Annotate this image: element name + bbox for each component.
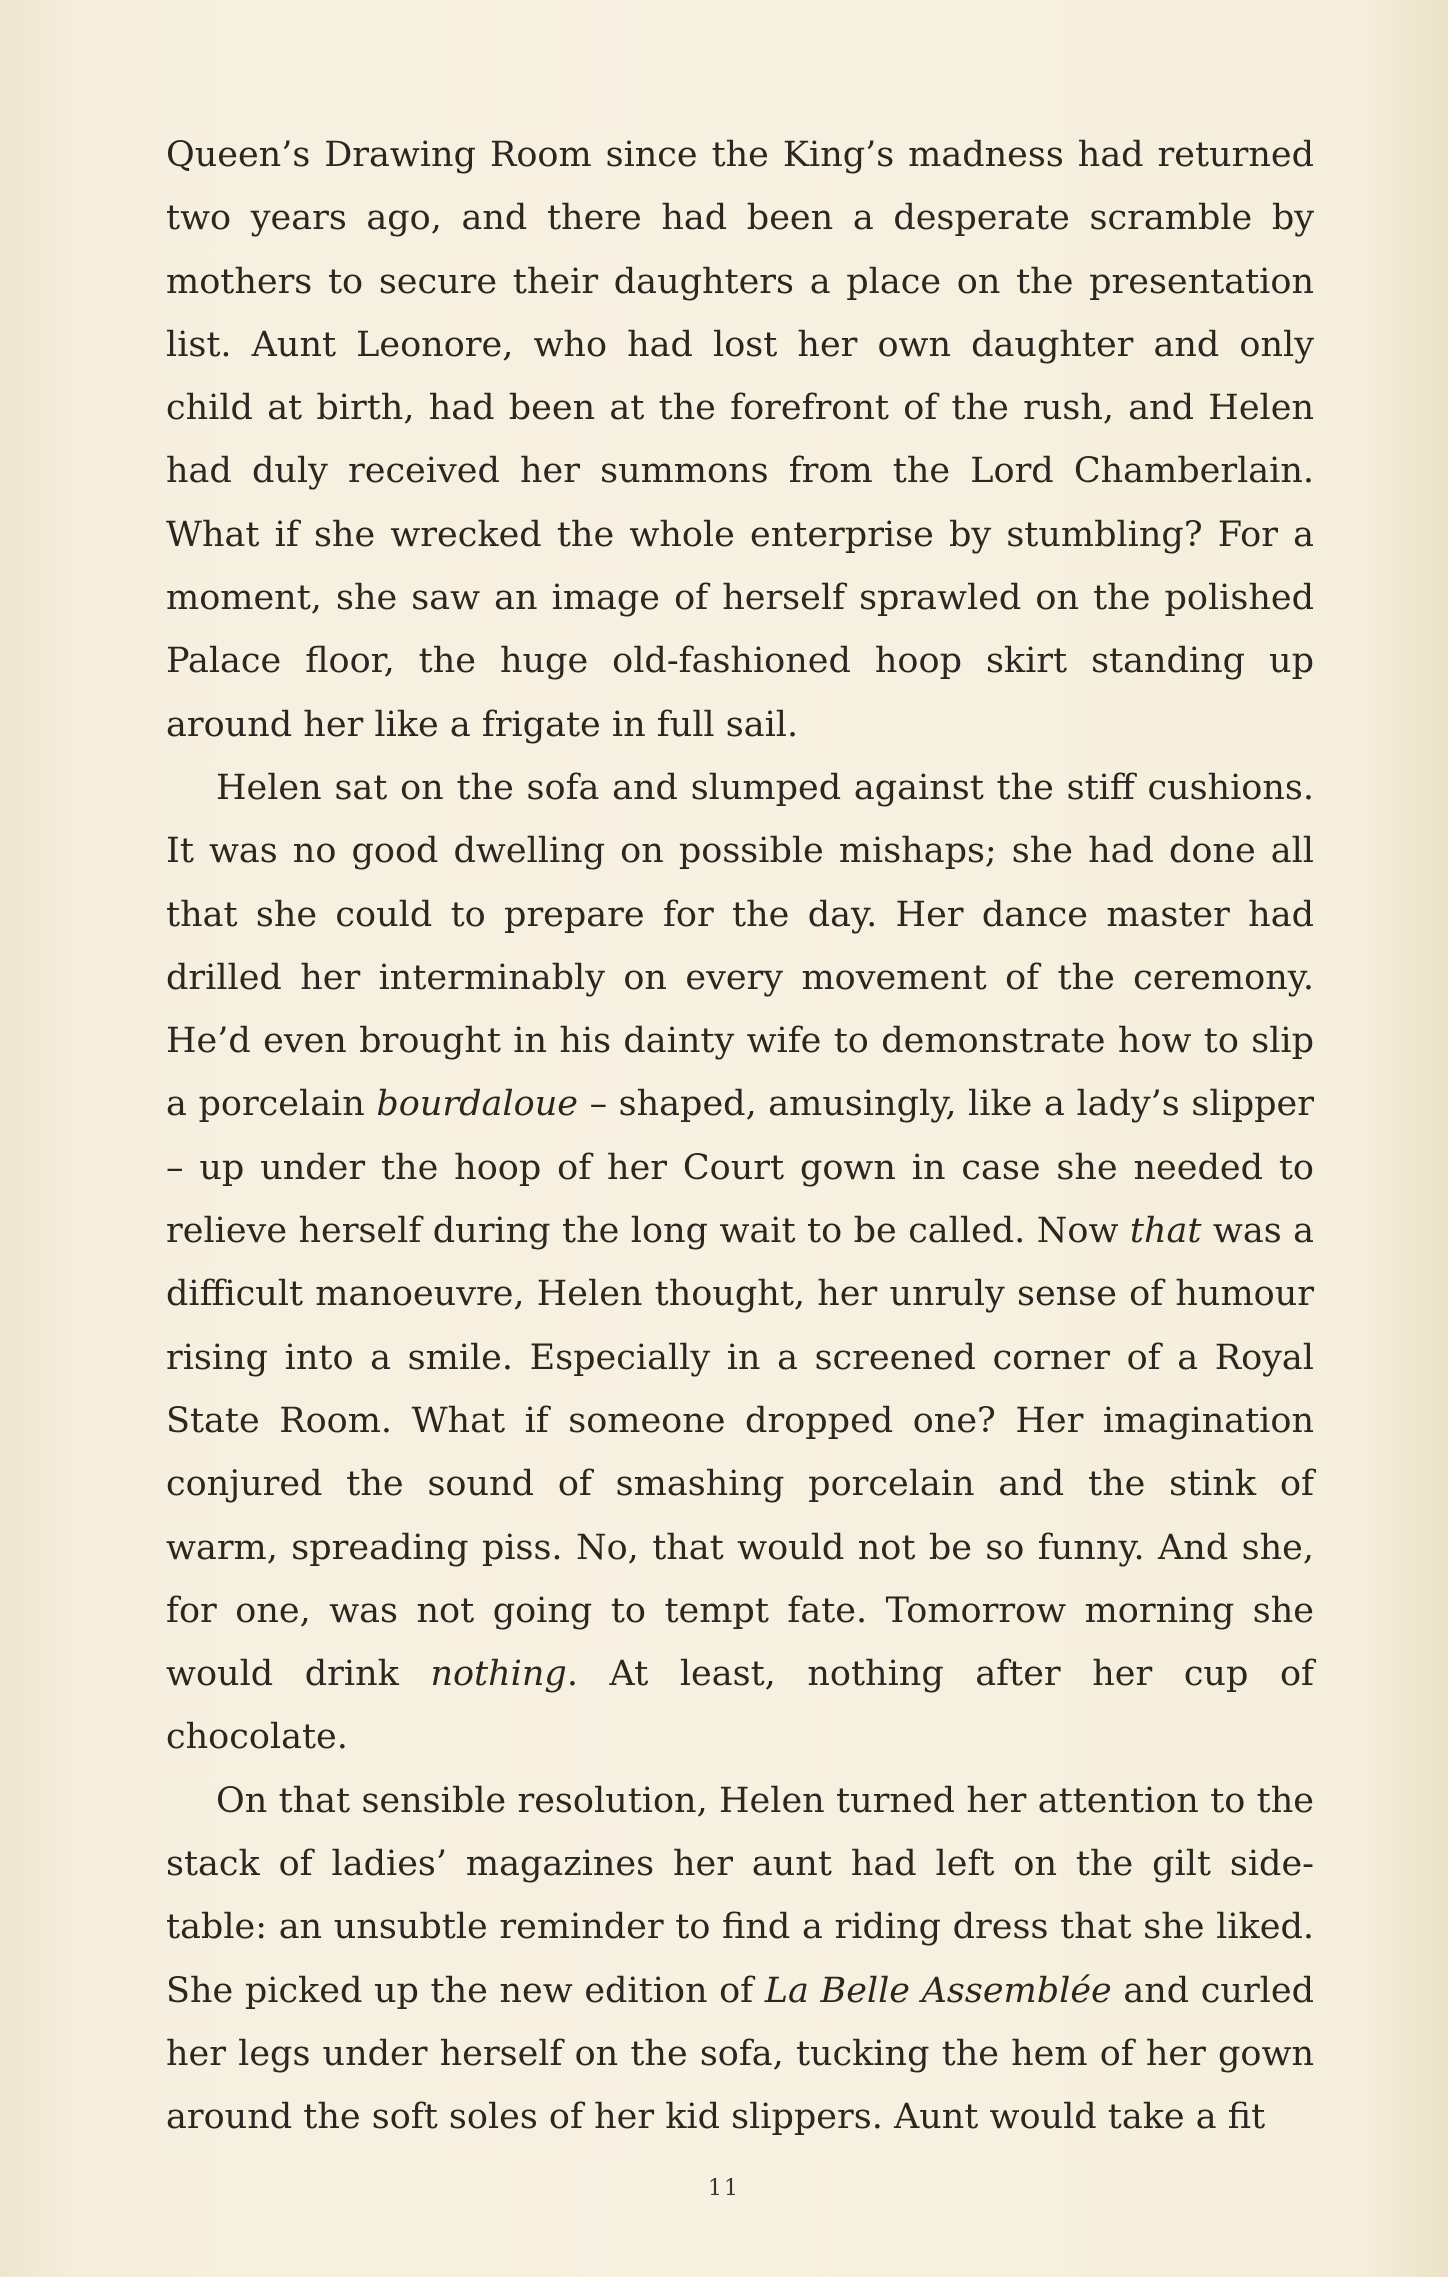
italic-text: nothing <box>430 1654 567 1695</box>
text-run: . At least, nothing after her cup of chocolate. <box>166 1654 1314 1758</box>
italic-text: La Belle Assemblée <box>764 1970 1112 2011</box>
paragraph <box>166 124 1314 757</box>
italic-text: bourdaloue <box>376 1084 578 1125</box>
text-run: was a difficult manoeuvre, Helen thought, her unruly sense of humour rising into a smile. Especially in a screened corner of a Royal State Room. What if someone dropped one? Her imagination conjured the sound of smashing porcelain and the stink of warm, spreading piss. No, that would not be so funny. And she, for one, was not going to tempt fate. Tomorrow morning she would drink <box>166 1211 1314 1695</box>
paragraph <box>166 1770 1314 2150</box>
body-text <box>166 124 1314 2150</box>
text-run: Queen’s Drawing Room since the King’s madness had returned two years ago, and there had been a desperate scramble by mothers to secure their daughters a place on the presentation list. Aunt Leonore, who had lost her own daughter and only child at birth, had been at the forefront of the rush, and Helen had duly received her summons from the Lord Chamberlain. What if she wrecked the whole enterprise by stumbling? For a moment, she saw an image of herself sprawled on the polished Palace floor, the huge old-fashioned hoop skirt standing up around her like a frigate in full sail. <box>166 135 1314 745</box>
text-run: Helen sat on the sofa and slumped against the stiff cushions. It was no good dwelling on possible mishaps; she had done all that she could to prepare for the day. Her dance master had drilled her interminably on every movement of the ceremony. He’d even brought in his dainty wife to demonstrate how to slip a porcelain <box>166 767 1314 1125</box>
page-number: 11 <box>708 2176 740 2201</box>
text-run: On that sensible resolution, Helen turned her attention to the stack of ladies’ magazines her aunt had left on the gilt side-table: an unsubtle reminder to find a riding dress that she liked. She picked up the new edition of <box>166 1780 1314 2011</box>
italic-text: that <box>1129 1211 1202 1252</box>
text-run: – shaped, amusingly, like a lady’s slipper – up under the hoop of her Court gown in case she needed to relieve herself during the long wait to be called. Now <box>166 1084 1314 1252</box>
text-run: and curled her legs under herself on the sofa, tucking the hem of her gown around the soft soles of her kid slippers. Aunt would take a fit <box>166 1970 1314 2138</box>
paragraph <box>166 757 1314 1770</box>
